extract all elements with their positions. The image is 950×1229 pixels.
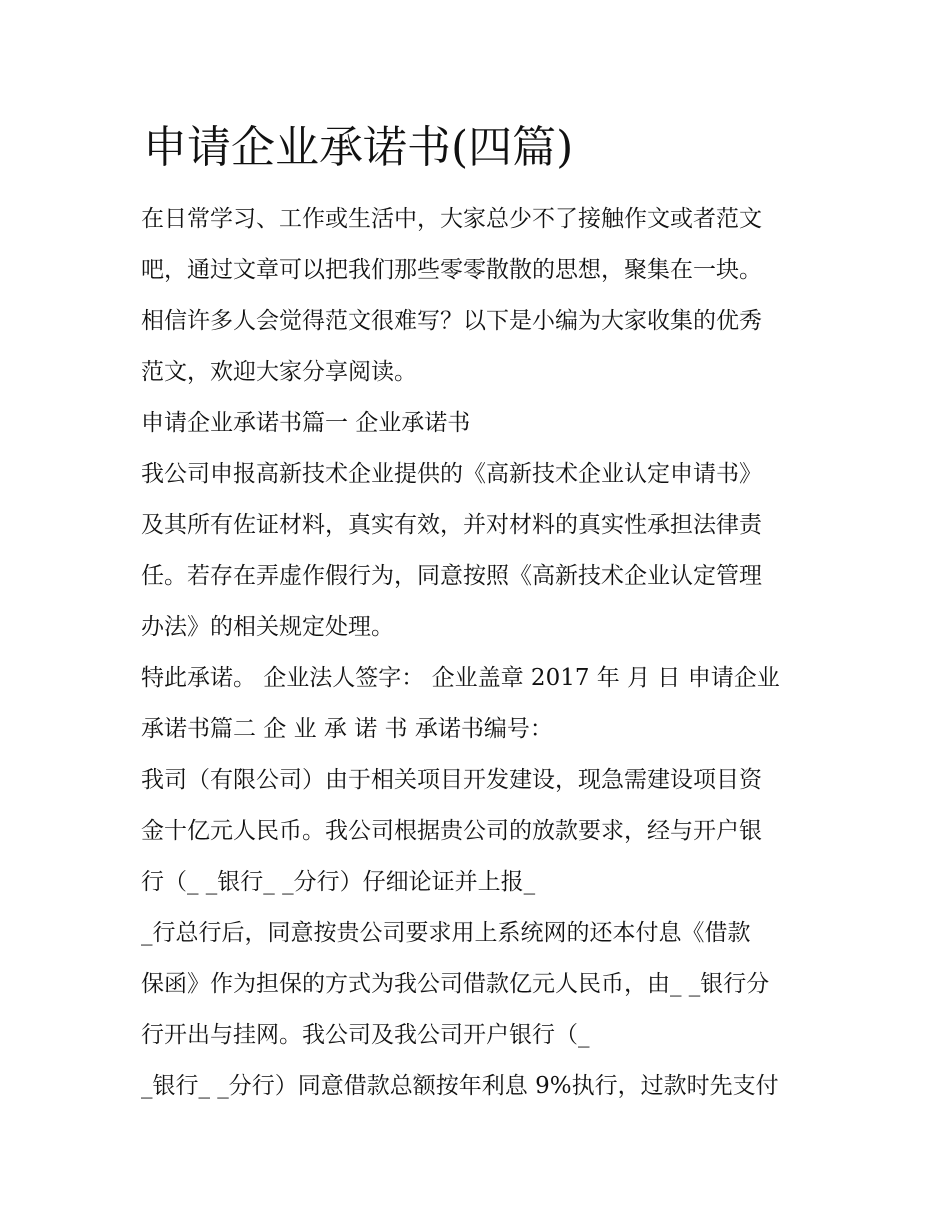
document-title: 申请企业承诺书(四篇) — [143, 122, 574, 173]
text-line: 我公司申报高新技术企业提供的《高新技术企业认定申请书》 — [141, 461, 762, 487]
text-line: _银行_ _分行）同意借款总额按年利息 9%执行，过款时先支付 — [141, 1073, 779, 1099]
text-line: 范文，欢迎大家分享阅读。 — [141, 359, 417, 385]
text-line: 我司（有限公司）由于相关项目开发建设，现急需建设项目资 — [141, 767, 762, 793]
text-line: 任。若存在弄虚作假行为，同意按照《高新技术企业认定管理 — [141, 563, 762, 589]
section-heading-2: 承诺书篇二 企 业 承 诺 书 承诺书编号： — [141, 716, 553, 742]
text-line: 行（_ _银行_ _分行）仔细论证并上报_ — [141, 869, 536, 895]
text-line: 行开出与挂网。我公司及我公司开户银行（_ — [141, 1022, 590, 1048]
text-line: 特此承诺。 企业法人签字： 企业盖章 2017 年 月 日 申请企业 — [141, 665, 780, 691]
text-line: 吧，通过文章可以把我们那些零零散散的思想，聚集在一块。 — [141, 257, 762, 283]
text-line: 相信许多人会觉得范文很难写？以下是小编为大家收集的优秀 — [141, 308, 762, 334]
text-line: 办法》的相关规定处理。 — [141, 614, 394, 640]
text-line: _行总行后，同意按贵公司要求用上系统网的还本付息《借款 — [141, 920, 751, 946]
section-heading-1: 申请企业承诺书篇一 企业承诺书 — [141, 410, 471, 436]
text-line: 金十亿元人民币。我公司根据贵公司的放款要求，经与开户银 — [141, 818, 762, 844]
text-line: 在日常学习、工作或生活中，大家总少不了接触作文或者范文 — [141, 206, 762, 232]
text-line: 保函》作为担保的方式为我公司借款亿元人民币，由_ _银行分 — [141, 971, 770, 997]
text-line: 及其所有佐证材料，真实有效，并对材料的真实性承担法律责 — [141, 512, 762, 538]
